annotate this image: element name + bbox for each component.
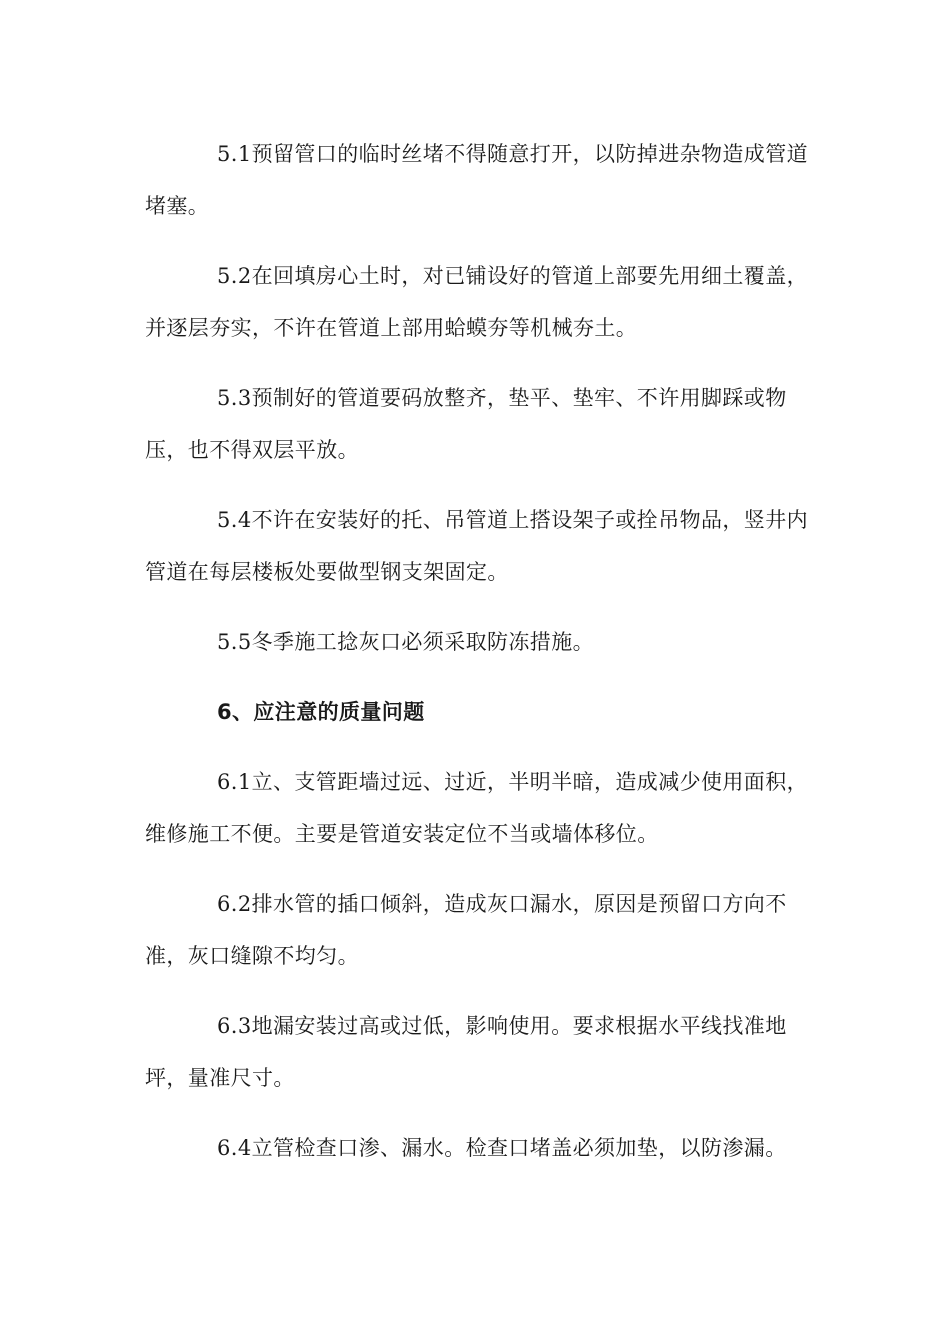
section-heading: 6、应注意的质量问题	[217, 700, 425, 724]
paragraph-5-1: 5.1预留管口的临时丝堵不得随意打开，以防掉进杂物造成管道堵塞。	[145, 142, 808, 218]
paragraph-6-3: 6.3地漏安装过高或过低，影响使用。要求根据水平线找准地坪，量准尺寸。	[145, 1014, 787, 1090]
paragraph-5-5: 5.5冬季施工捻灰口必须采取防冻措施。	[217, 630, 594, 654]
paragraph-5-4: 5.4不许在安装好的托、吊管道上搭设架子或拴吊物品，竖井内管道在每层楼板处要做型钢支架固定。	[145, 508, 808, 584]
document-body	[145, 128, 810, 1192]
paragraph-6-2: 6.2排水管的插口倾斜，造成灰口漏水，原因是预留口方向不准，灰口缝隙不均匀。	[145, 892, 787, 968]
paragraph-5-3: 5.3预制好的管道要码放整齐，垫平、垫牢、不许用脚踩或物压，也不得双层平放。	[145, 386, 787, 462]
paragraph-5-2: 5.2在回填房心土时，对已铺设好的管道上部要先用细土覆盖，并逐层夯实，不许在管道上部用蛤蟆夯等机械夯土。	[145, 264, 808, 340]
paragraph-6-4: 6.4立管检查口渗、漏水。检查口堵盖必须加垫，以防渗漏。	[217, 1136, 787, 1160]
paragraph-6-1: 6.1立、支管距墙过远、过近，半明半暗，造成减少使用面积，维修施工不便。主要是管道安装定位不当或墙体移位。	[145, 770, 808, 846]
